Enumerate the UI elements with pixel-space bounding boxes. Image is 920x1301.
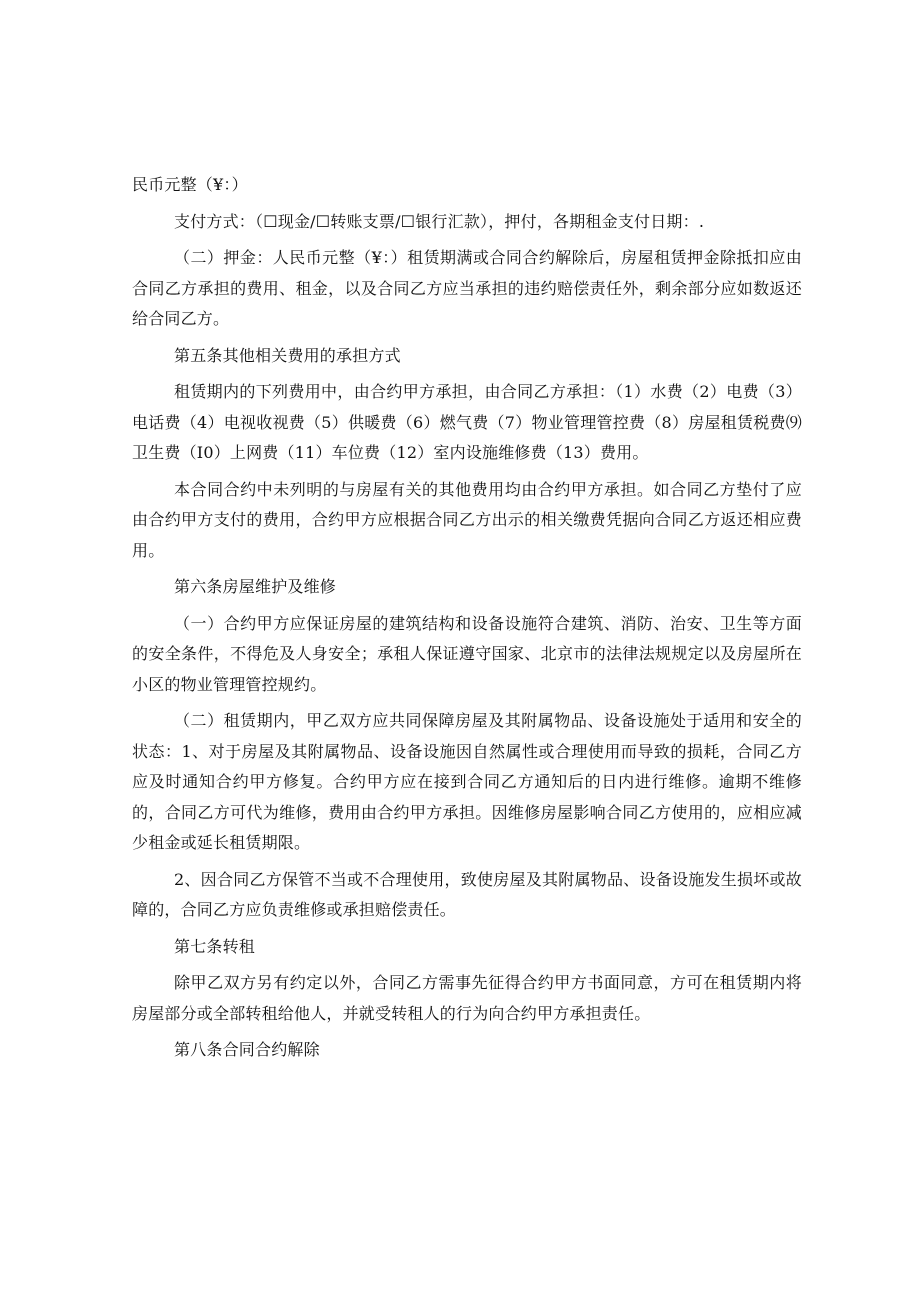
paragraph-deposit: （二）押金：人民币元整（¥：）租赁期满或合同合约解除后，房屋租赁押金除抵扣应由合同乙方承担的费用、租金，以及合同乙方应当承担的违约赔偿责任外，剩余部分应如数返还给合同乙方。: [132, 248, 802, 328]
paragraph-maintenance-3: 2、因合同乙方保管不当或不合理使用，致使房屋及其附属物品、设备设施发生损坏或故障的，合同乙方应负责维修或承担赔偿责任。: [132, 869, 802, 919]
document-body: [132, 170, 802, 1072]
paragraph-maintenance-2: （二）租赁期内，甲乙双方应共同保障房屋及其附属物品、设备设施处于适用和安全的状态：1、对于房屋及其附属物品、设备设施因自然属性或合理使用而导致的损耗，合同乙方应及时通知合约甲方修复。合约甲方应在接到合同乙方通知后的日内进行维修。逾期不维修的，合同乙方可代为维修，费用由合约甲方承担。因维修房屋影响合同乙方使用的，应相应减少租金或延长租赁期限。: [132, 711, 802, 852]
paragraph-maintenance-1: （一）合约甲方应保证房屋的建筑结构和设备设施符合建筑、消防、治安、卫生等方面的安全条件，不得危及人身安全；承租人保证遵守国家、北京市的法律法规规定以及房屋所在小区的物业管理管控规约。: [132, 613, 802, 694]
heading-article-7: 第七条转租: [174, 936, 256, 956]
paragraph-fee-list: 租赁期内的下列费用中，由合约甲方承担，由合同乙方承担：（1）水费（2）电费（3）电话费（4）电视收视费（5）供暖费（6）燃气费（7）物业管理管控费（8）房屋租赁税费⑼卫生费（I0）上网费（11）车位费（12）室内设施维修费（13）费用。: [132, 382, 802, 462]
heading-article-8: 第八条合同合约解除: [174, 1040, 320, 1059]
paragraph-other-fees: 本合同合约中未列明的与房屋有关的其他费用均由合约甲方承担。如合同乙方垫付了应由合约甲方支付的费用，合约甲方应根据合同乙方出示的相关缴费凭据向合同乙方返还相应费用。: [132, 479, 802, 560]
heading-article-6: 第六条房屋维护及维修: [174, 577, 337, 596]
paragraph-payment-method: 支付方式：（☐现金/☐转账支票/☐银行汇款），押付，各期租金支付日期：.: [174, 211, 705, 231]
paragraph-rent-amount-continued: 民币元整（¥：）: [132, 175, 248, 194]
paragraph-sublease: 除甲乙双方另有约定以外，合同乙方需事先征得合约甲方书面同意，方可在租赁期内将房屋部分或全部转租给他人，并就受转租人的行为向合约甲方承担责任。: [132, 973, 802, 1023]
heading-article-5: 第五条其他相关费用的承担方式: [174, 345, 401, 365]
